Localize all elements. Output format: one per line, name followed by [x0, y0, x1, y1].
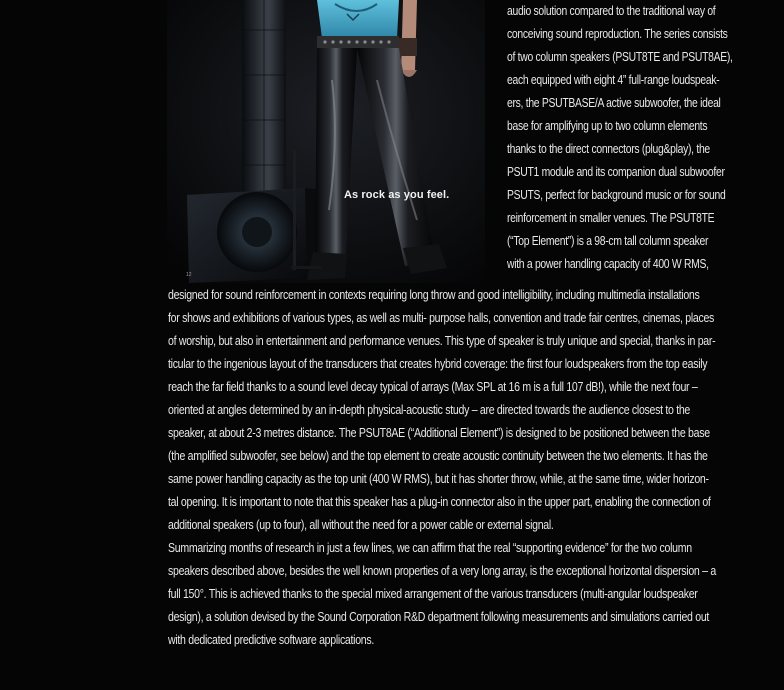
text-line: of worship, but also in entertainment and performance venues. This type of speaker is truly unique and special, thanks in par- [168, 334, 716, 348]
text-line: reach the far field thanks to a sound level decay typical of arrays (Max SPL at 16 m is a full 107 dB!), while the next four – [168, 380, 698, 394]
text-line: thanks to the direct connectors (plug&play), the [507, 142, 710, 156]
text-line: of two column speakers (PSUT8TE and PSUT8AE), [507, 50, 733, 64]
text-line: same power handling capacity as the top unit (400 W RMS), but it has shorter throw, while, at the same time, wider horizon- [168, 472, 709, 486]
text-line: each equipped with eight 4” full-range loudspeak- [507, 73, 720, 87]
text-line: design), a solution devised by the Sound Corporation R&D department following measurements and simulations carried out [168, 610, 710, 624]
text-line: additional speakers (up to four), all without the need for a power cable or external signal. [168, 518, 554, 532]
body-text [168, 284, 716, 652]
text-line: speakers described above, besides the well known properties of a very long array, is the exceptional horizontal dispersion – a [168, 564, 716, 578]
text-line: PSUT1 module and its companion dual subwoofer [507, 165, 725, 179]
text-line: reinforcement in smaller venues. The PSUT8TE [507, 211, 715, 225]
text-line: speaker, at about 2-3 metres distance. The PSUT8AE (“Additional Element”) is designed to be positioned between the base [168, 426, 710, 440]
text-line: oriented at angles determined by an in-depth physical-acoustic study – are directed towards the audience closest to the [168, 403, 691, 417]
text-line: PSUTS, perfect for background music or for sound [507, 188, 726, 202]
text-line: audio solution compared to the traditional way of [507, 4, 716, 18]
text-line: Summarizing months of research in just a few lines, we can affirm that the real “supporting evidence” for the two column [168, 541, 692, 555]
photo-page-number: 12 [186, 272, 192, 278]
photo-caption: As rock as you feel. [344, 189, 450, 201]
text-line: base for amplifying up to two column elements [507, 119, 708, 133]
product-photo [167, 0, 485, 283]
text-line: conceiving sound reproduction. The series consists [507, 27, 728, 41]
text-line: ticular to the ingenious layout of the transducers that creates hybrid coverage: the first four loudspeakers from the top easily [168, 357, 708, 371]
text-line: with a power handling capacity of 400 W RMS, [507, 257, 709, 271]
text-line: ers, the PSUTBASE/A active subwoofer, the ideal [507, 96, 721, 110]
text-line: for shows and exhibitions of various types, as well as multi- purpose halls, convention and trade fair centres, cinemas, places [168, 311, 715, 325]
right-column-text [507, 0, 731, 276]
text-line: tal opening. It is important to note that this speaker has a plug-in connector also in the upper part, enabling the connection of [168, 495, 711, 509]
text-line: (the amplified subwoofer, see below) and the top element to create acoustic continuity between the two elements. It has the [168, 449, 708, 463]
text-line: designed for sound reinforcement in contexts requiring long throw and good intelligibility, including multimedia installations [168, 288, 700, 302]
text-line: full 150°. This is achieved thanks to the special mixed arrangement of the various transducers (multi-angular loudspeaker [168, 587, 698, 601]
text-line: (“Top Element”) is a 98-cm tall column speaker [507, 234, 709, 248]
text-line: with dedicated predictive software applications. [168, 633, 374, 647]
rock-performer-with-speakers-image [167, 0, 485, 283]
